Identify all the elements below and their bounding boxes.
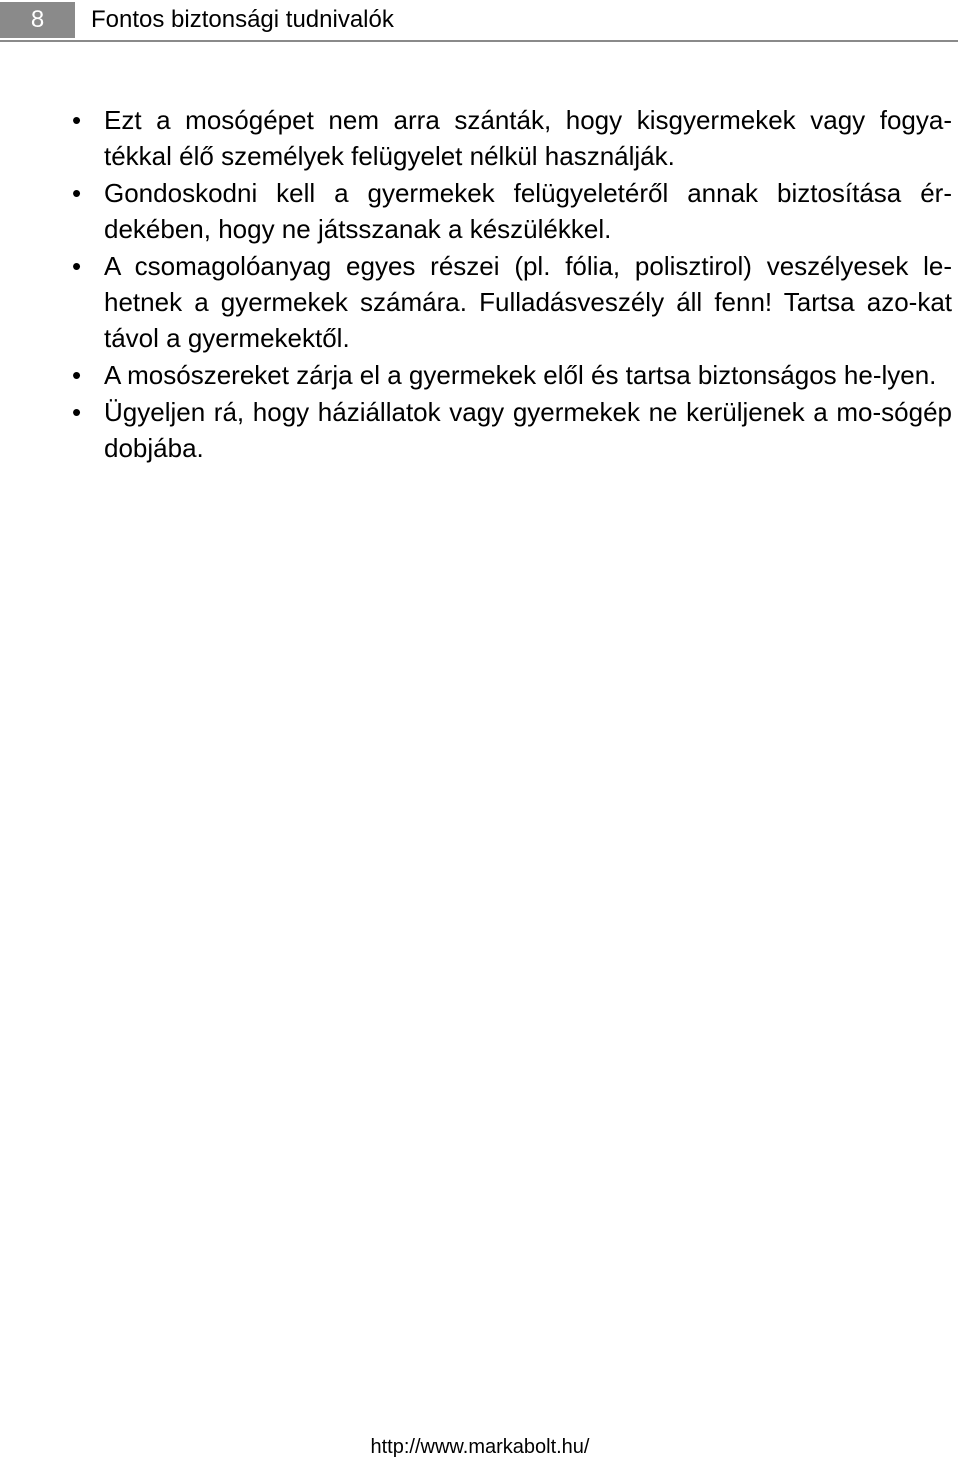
- bullet-text: Ezt a mosógépet nem arra szánták, hogy kisgyermekek vagy fogya-tékkal élő személyek felügyelet nélkül használják.: [104, 105, 952, 171]
- bullet-item: [0, 357, 952, 393]
- footer-url[interactable]: http://www.markabolt.hu/: [370, 1436, 590, 1458]
- page-header: [0, 0, 958, 40]
- bullet-item: [0, 394, 952, 466]
- section-title: Fontos biztonsági tudnivalók: [91, 6, 394, 33]
- bullet-item: [0, 248, 952, 356]
- bullet-item: [0, 175, 952, 247]
- bullet-icon: •: [72, 397, 82, 427]
- bullet-icon: •: [72, 251, 82, 281]
- safety-bullet-list: [0, 102, 960, 466]
- bullet-text: A csomagolóanyag egyes részei (pl. fólia, polisztirol) veszélyesek le-hetnek a gyermekek számára. Fulladásveszély áll fenn! Tartsa azo-kat távol a gyermekektől.: [104, 251, 952, 353]
- bullet-text: Ügyeljen rá, hogy háziállatok vagy gyermekek ne kerüljenek a mo-sógép dobjába.: [104, 397, 952, 463]
- header-divider: [0, 40, 958, 42]
- safety-content: [0, 102, 960, 467]
- bullet-icon: •: [72, 178, 82, 208]
- page-number: 8: [0, 2, 75, 38]
- bullet-icon: •: [72, 360, 82, 390]
- bullet-text: Gondoskodni kell a gyermekek felügyeletéről annak biztosítása ér-dekében, hogy ne játsszanak a készülékkel.: [104, 178, 952, 244]
- bullet-text: A mosószereket zárja el a gyermekek elől és tartsa biztonságos he-lyen.: [104, 360, 937, 390]
- bullet-item: [0, 102, 952, 174]
- bullet-icon: •: [72, 105, 82, 135]
